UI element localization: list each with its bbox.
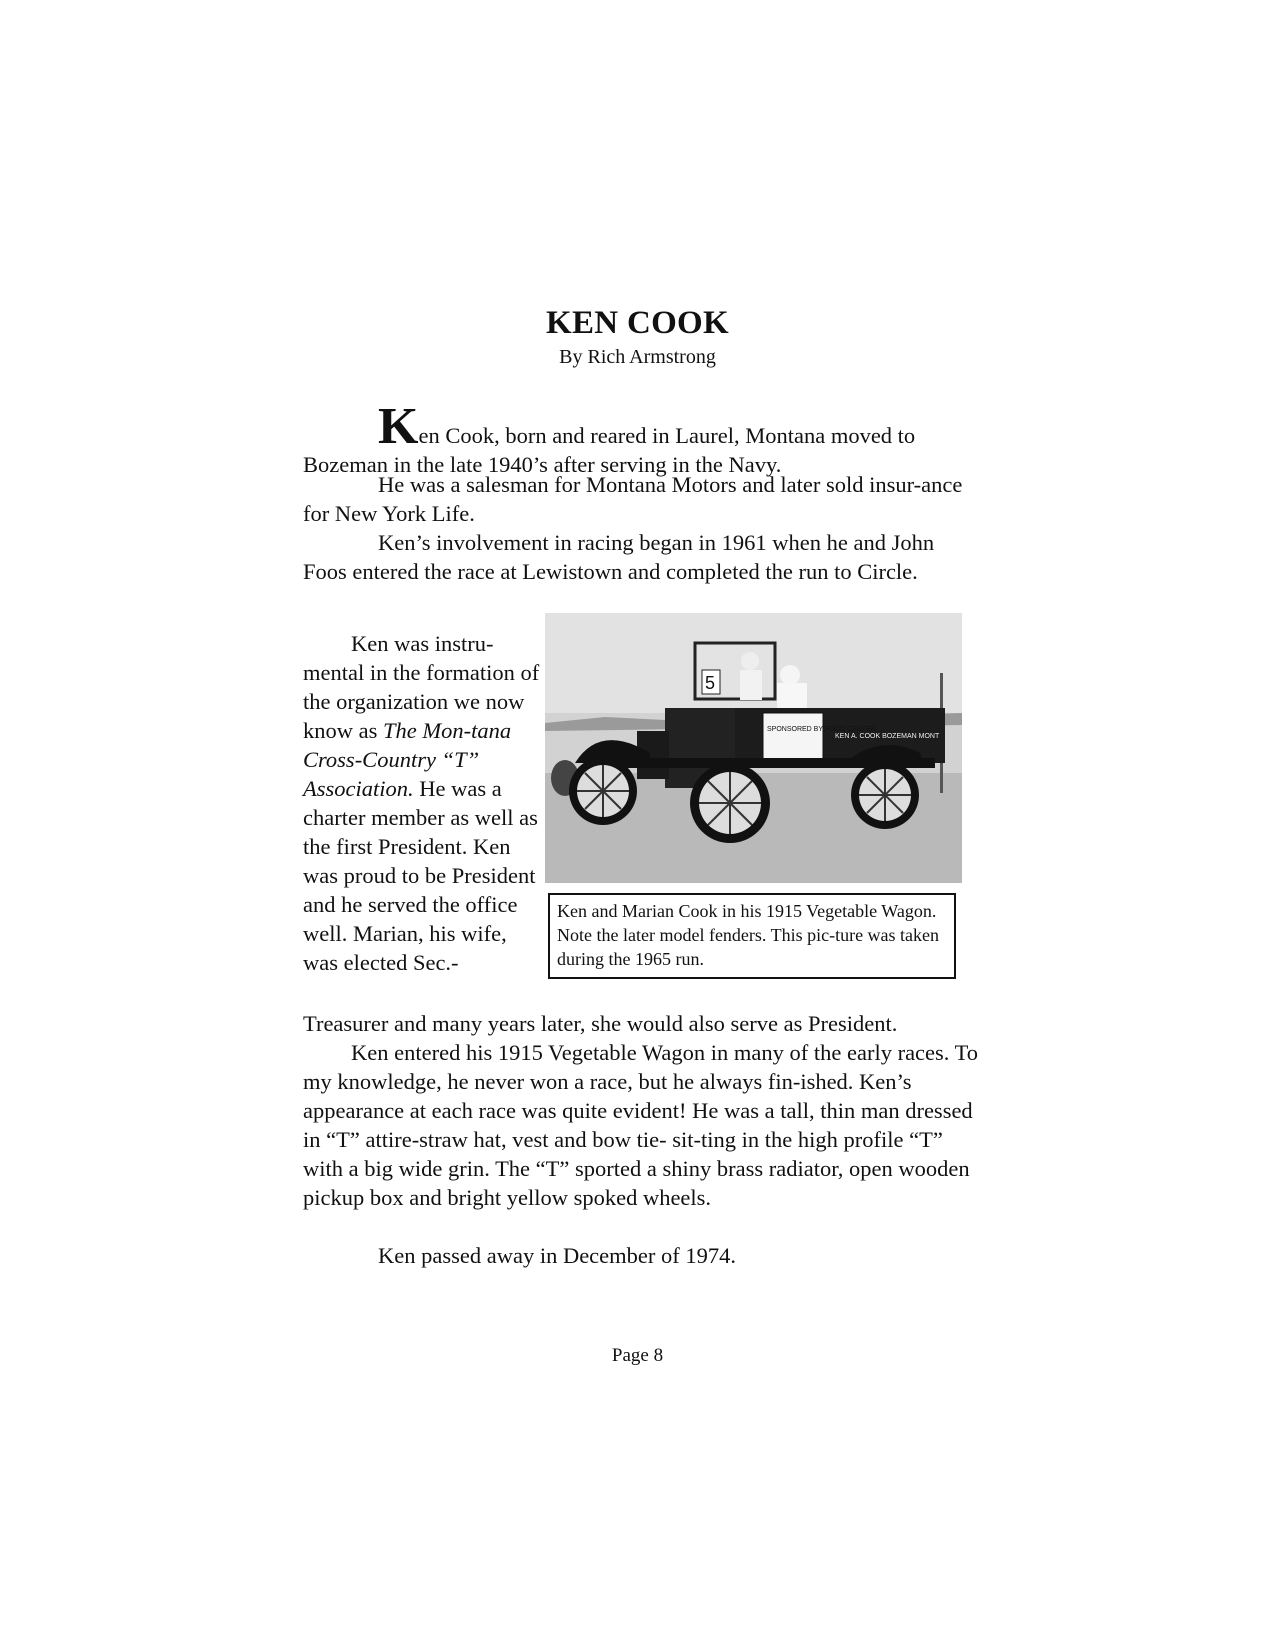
paragraph-2: He was a salesman for Montana Motors and later sold insur-ance for New York Life. xyxy=(303,472,963,526)
drop-cap: K xyxy=(378,398,419,455)
page-number: Page 8 xyxy=(611,1345,664,1366)
paragraph-3: Ken’s involvement in racing began in 1961 when he and John Foos entered the race at Lewistown and completed the run to Circle. xyxy=(303,530,935,584)
association-name: The Mon-tana Cross-Country “T” Association. xyxy=(303,718,512,801)
paragraph-1 xyxy=(303,398,983,479)
car-photo-illustration xyxy=(545,613,962,883)
paragraph-6: Ken passed away in December of 1974. xyxy=(378,1243,737,1268)
paragraph-4-continued: Treasurer and many years later, she would also serve as President. xyxy=(303,1011,898,1036)
side-lettering: KEN A. COOK BOZEMAN MONT xyxy=(835,733,940,740)
photo-caption: Ken and Marian Cook in his 1915 Vegetable Wagon. Note the later model fenders. This pic-ture was taken during the 1965 run. xyxy=(548,893,956,979)
car-number: 5 xyxy=(705,673,716,693)
article-byline: By Rich Armstrong xyxy=(559,346,716,368)
paragraph-4-column xyxy=(303,629,543,977)
car-photo xyxy=(545,613,962,883)
article-title: KEN COOK xyxy=(546,305,729,341)
paragraph-4-text-a: Ken was instru-mental in the formation of the organization we now know as xyxy=(303,631,540,743)
paragraph-1-text: en Cook, born and reared in Laurel, Montana moved to Bozeman in the late 1940’s after serving in the Navy. xyxy=(303,423,916,477)
paragraph-5: Ken entered his 1915 Vegetable Wagon in many of the early races. To my knowledge, he never won a race, but he always fin-ished. Ken’s appearance at each race was quite evident! He was a tall, thin man dressed in “T” attire-straw hat, vest and bow tie- sit-ting in the high profile “T” with a big wide grin. The “T” sported a shiny brass radiator, open wooden pickup box and bright yellow spoked wheels. xyxy=(303,1040,979,1210)
paragraph-4-text-b: He was a charter member as well as the first President. Ken was proud to be President and he served the office well. Marian, his wife, was elected Sec.- xyxy=(303,776,538,975)
sponsor-sign: SPONSORED BY FOOD CENTER xyxy=(767,726,876,733)
